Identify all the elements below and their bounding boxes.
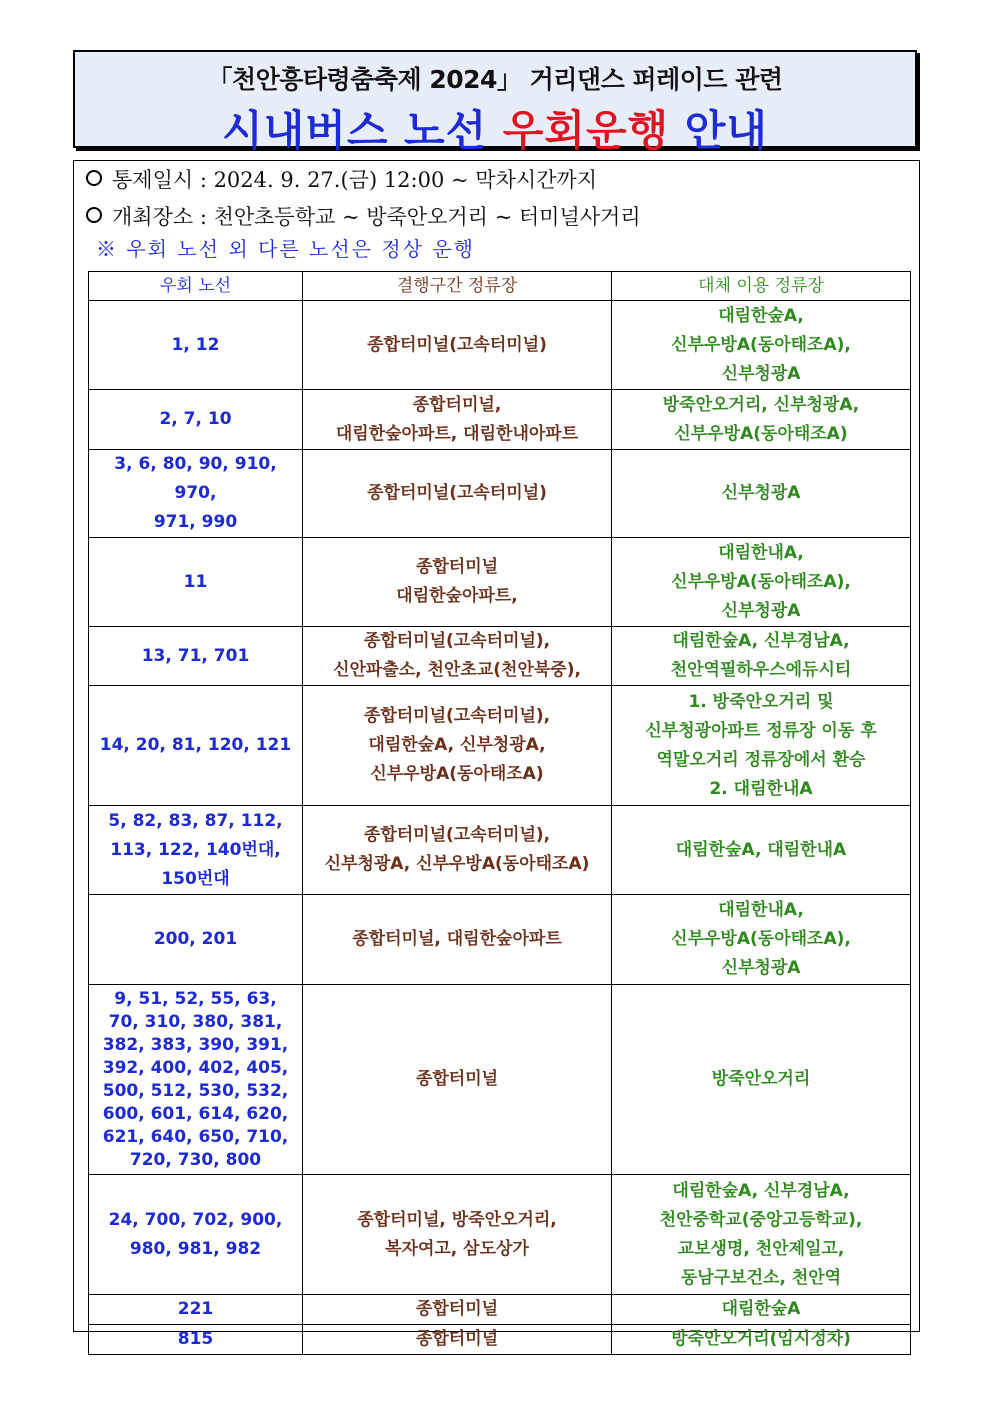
cell-line: 신부우방A(동아태조A), — [671, 334, 851, 355]
cell-line: 신부우방A(동아태조A), — [671, 929, 851, 949]
cell-line: 150번대 — [161, 868, 230, 889]
control-time-line — [86, 164, 597, 194]
cell-line: 392, 400, 402, 405, — [102, 1057, 289, 1078]
table-row — [89, 1295, 911, 1325]
cell-line: 13, 71, 701 — [141, 645, 250, 666]
cell-line: 대림한숲A, 신부경남A, — [672, 1180, 850, 1201]
cell-line: 1. 방죽안오거리 및 — [688, 691, 834, 712]
cell-line: 815 — [177, 1329, 214, 1349]
cell-line: 방죽안오거리(임시정차) — [671, 1329, 851, 1349]
table-body — [89, 301, 911, 1355]
cell-line: 방죽안오거리, 신부청광A, — [662, 394, 860, 415]
skipped-stops-cell — [303, 985, 612, 1175]
skipped-stops-cell — [303, 1325, 612, 1355]
route-numbers-cell — [89, 538, 303, 627]
cell-line: 종합터미널 — [415, 1329, 499, 1349]
cell-line: 종합터미널 — [415, 557, 499, 577]
route-numbers-cell — [89, 1325, 303, 1355]
table-row — [89, 1175, 911, 1295]
route-numbers-cell — [89, 686, 303, 806]
cell-line: 종합터미널(고속터미널), — [363, 631, 551, 651]
cell-line: 종합터미널, 방죽안오거리, — [357, 1209, 557, 1230]
cell-line: 9, 51, 52, 55, 63, — [114, 988, 277, 1009]
cell-line: 신부우방A(동아태조A) — [370, 764, 544, 784]
cell-line: 복자여고, 삼도상가 — [385, 1238, 529, 1259]
table-row — [89, 1325, 911, 1355]
alternative-stops-cell — [612, 301, 911, 390]
title-part-2: 우회운행 — [502, 106, 670, 155]
cell-line: 대림한숲A, 신부청광A, — [368, 735, 546, 755]
cell-line: 신부청광A, 신부우방A(동아태조A) — [324, 854, 590, 874]
cell-line: 역말오거리 정류장에서 환승 — [656, 749, 866, 770]
route-numbers-cell — [89, 806, 303, 895]
cell-line: 2. 대림한내A — [709, 778, 813, 799]
cell-line: 천안역필하우스에듀시티 — [670, 660, 852, 680]
alternative-stops-cell — [612, 895, 911, 985]
column-header-alternative-stops: 대체 이용 정류장 — [612, 272, 911, 301]
cell-line: 720, 730, 800 — [129, 1149, 262, 1170]
cell-line: 대림한숲아파트, — [396, 586, 518, 606]
table-row — [89, 806, 911, 895]
skipped-stops-cell — [303, 301, 612, 390]
control-time-text: 통제일시 : 2024. 9. 27.(금) 12:00 ~ 막차시간까지 — [112, 168, 597, 192]
alternative-stops-cell — [612, 1295, 911, 1325]
cell-line: 대림한숲A, 대림한내A — [675, 839, 847, 860]
skipped-stops-cell — [303, 390, 612, 450]
skipped-stops-cell — [303, 895, 612, 985]
cell-line: 신부청광A — [721, 483, 801, 503]
cell-line: 천안중학교(중앙고등학교), — [659, 1209, 863, 1230]
cell-line: 신부우방A(동아태조A), — [671, 571, 851, 592]
cell-line: 971, 990 — [153, 512, 238, 532]
cell-line: 종합터미널, — [412, 394, 502, 415]
alternative-stops-cell — [612, 686, 911, 806]
cell-line: 방죽안오거리 — [711, 1069, 811, 1089]
cell-line: 113, 122, 140번대, — [110, 839, 281, 860]
table-header-row — [89, 272, 911, 301]
cell-line: 신부청광A — [721, 600, 801, 621]
cell-line: 종합터미널(고속터미널), — [363, 706, 551, 726]
skipped-stops-cell — [303, 627, 612, 686]
skipped-stops-cell — [303, 806, 612, 895]
alternative-stops-cell — [612, 806, 911, 895]
alternative-stops-cell — [612, 1175, 911, 1295]
route-numbers-cell — [89, 627, 303, 686]
cell-line: 980, 981, 982 — [129, 1238, 262, 1259]
route-numbers-cell — [89, 450, 303, 538]
skipped-stops-cell — [303, 1175, 612, 1295]
cell-line: 대림한내A, — [718, 900, 804, 920]
column-header-routes: 우회 노선 — [89, 272, 303, 301]
table-row — [89, 985, 911, 1175]
venue-line — [86, 201, 641, 231]
cell-line: 621, 640, 650, 710, — [102, 1126, 289, 1147]
circle-bullet-icon — [86, 170, 102, 186]
skipped-stops-cell — [303, 1295, 612, 1325]
cell-line: 종합터미널(고속터미널), — [363, 825, 551, 845]
skipped-stops-cell — [303, 686, 612, 806]
notice-text: ※ 우회 노선 외 다른 노선은 정상 운행 — [96, 237, 475, 261]
header-subtitle: 「천안흥타령춤축제 2024」 거리댄스 퍼레이드 관련 — [207, 65, 783, 94]
cell-line: 종합터미널(고속터미널) — [367, 483, 547, 503]
route-numbers-cell — [89, 390, 303, 450]
header-box — [73, 50, 917, 155]
table-row — [89, 895, 911, 985]
cell-line: 신안파출소, 천안초교(천안북중), — [333, 660, 581, 680]
cell-line: 교보생명, 천안제일고, — [677, 1238, 845, 1259]
cell-line: 1, 12 — [171, 334, 220, 355]
cell-line: 대림한숲A, 신부경남A, — [672, 631, 850, 651]
table-row — [89, 390, 911, 450]
cell-line: 3, 6, 80, 90, 910, 970, — [114, 454, 277, 503]
page-title — [75, 98, 915, 158]
column-header-skipped-stops: 결행구간 정류장 — [303, 272, 612, 301]
cell-line: 신부청광A — [721, 958, 801, 978]
venue-text: 개최장소 : 천안초등학교 ~ 방죽안오거리 ~ 터미널사거리 — [112, 205, 641, 229]
alternative-stops-cell — [612, 450, 911, 538]
skipped-stops-cell — [303, 538, 612, 627]
cell-line: 신부청광A — [721, 363, 801, 384]
alternative-stops-cell — [612, 1325, 911, 1355]
cell-line: 종합터미널, 대림한숲아파트 — [352, 929, 562, 949]
cell-line: 11 — [183, 571, 208, 592]
route-numbers-cell — [89, 301, 303, 390]
cell-line: 221 — [177, 1299, 214, 1319]
content-box — [73, 160, 920, 1349]
alternative-stops-cell — [612, 390, 911, 450]
table-row — [89, 686, 911, 806]
cell-line: 대림한내A, — [718, 542, 804, 563]
cell-line: 600, 601, 614, 620, — [102, 1103, 289, 1124]
title-part-1: 시내버스 노선 — [222, 106, 488, 155]
cell-line: 종합터미널 — [415, 1069, 499, 1089]
table-row — [89, 627, 911, 686]
cell-line: 신부청광아파트 정류장 이동 후 — [645, 720, 877, 741]
alternative-stops-cell — [612, 538, 911, 627]
cell-line: 382, 383, 390, 391, — [102, 1034, 289, 1055]
circle-bullet-icon — [86, 207, 102, 223]
skipped-stops-cell — [303, 450, 612, 538]
cell-line: 70, 310, 380, 381, — [108, 1011, 283, 1032]
table-row — [89, 538, 911, 627]
cell-line: 종합터미널(고속터미널) — [367, 334, 547, 355]
route-numbers-cell — [89, 1295, 303, 1325]
route-numbers-cell — [89, 985, 303, 1175]
route-numbers-cell — [89, 895, 303, 985]
cell-line: 500, 512, 530, 532, — [102, 1080, 289, 1101]
title-part-3: 안내 — [684, 106, 768, 155]
cell-line: 2, 7, 10 — [159, 409, 232, 429]
cell-line: 24, 700, 702, 900, — [108, 1209, 283, 1230]
cell-line: 대림한숲A, — [718, 305, 804, 326]
alternative-stops-cell — [612, 985, 911, 1175]
cell-line: 5, 82, 83, 87, 112, — [108, 810, 283, 831]
cell-line: 신부우방A(동아태조A) — [674, 423, 848, 444]
alternative-stops-cell — [612, 627, 911, 686]
cell-line: 대림한숲아파트, 대림한내아파트 — [335, 423, 579, 444]
detour-routes-table — [88, 271, 911, 1355]
cell-line: 14, 20, 81, 120, 121 — [99, 735, 292, 755]
cell-line: 종합터미널 — [415, 1299, 499, 1319]
cell-line: 200, 201 — [153, 929, 238, 949]
cell-line: 동남구보건소, 천안역 — [680, 1267, 842, 1288]
table-row — [89, 301, 911, 390]
table-row — [89, 450, 911, 538]
cell-line: 대림한숲A — [721, 1299, 801, 1319]
route-numbers-cell — [89, 1175, 303, 1295]
